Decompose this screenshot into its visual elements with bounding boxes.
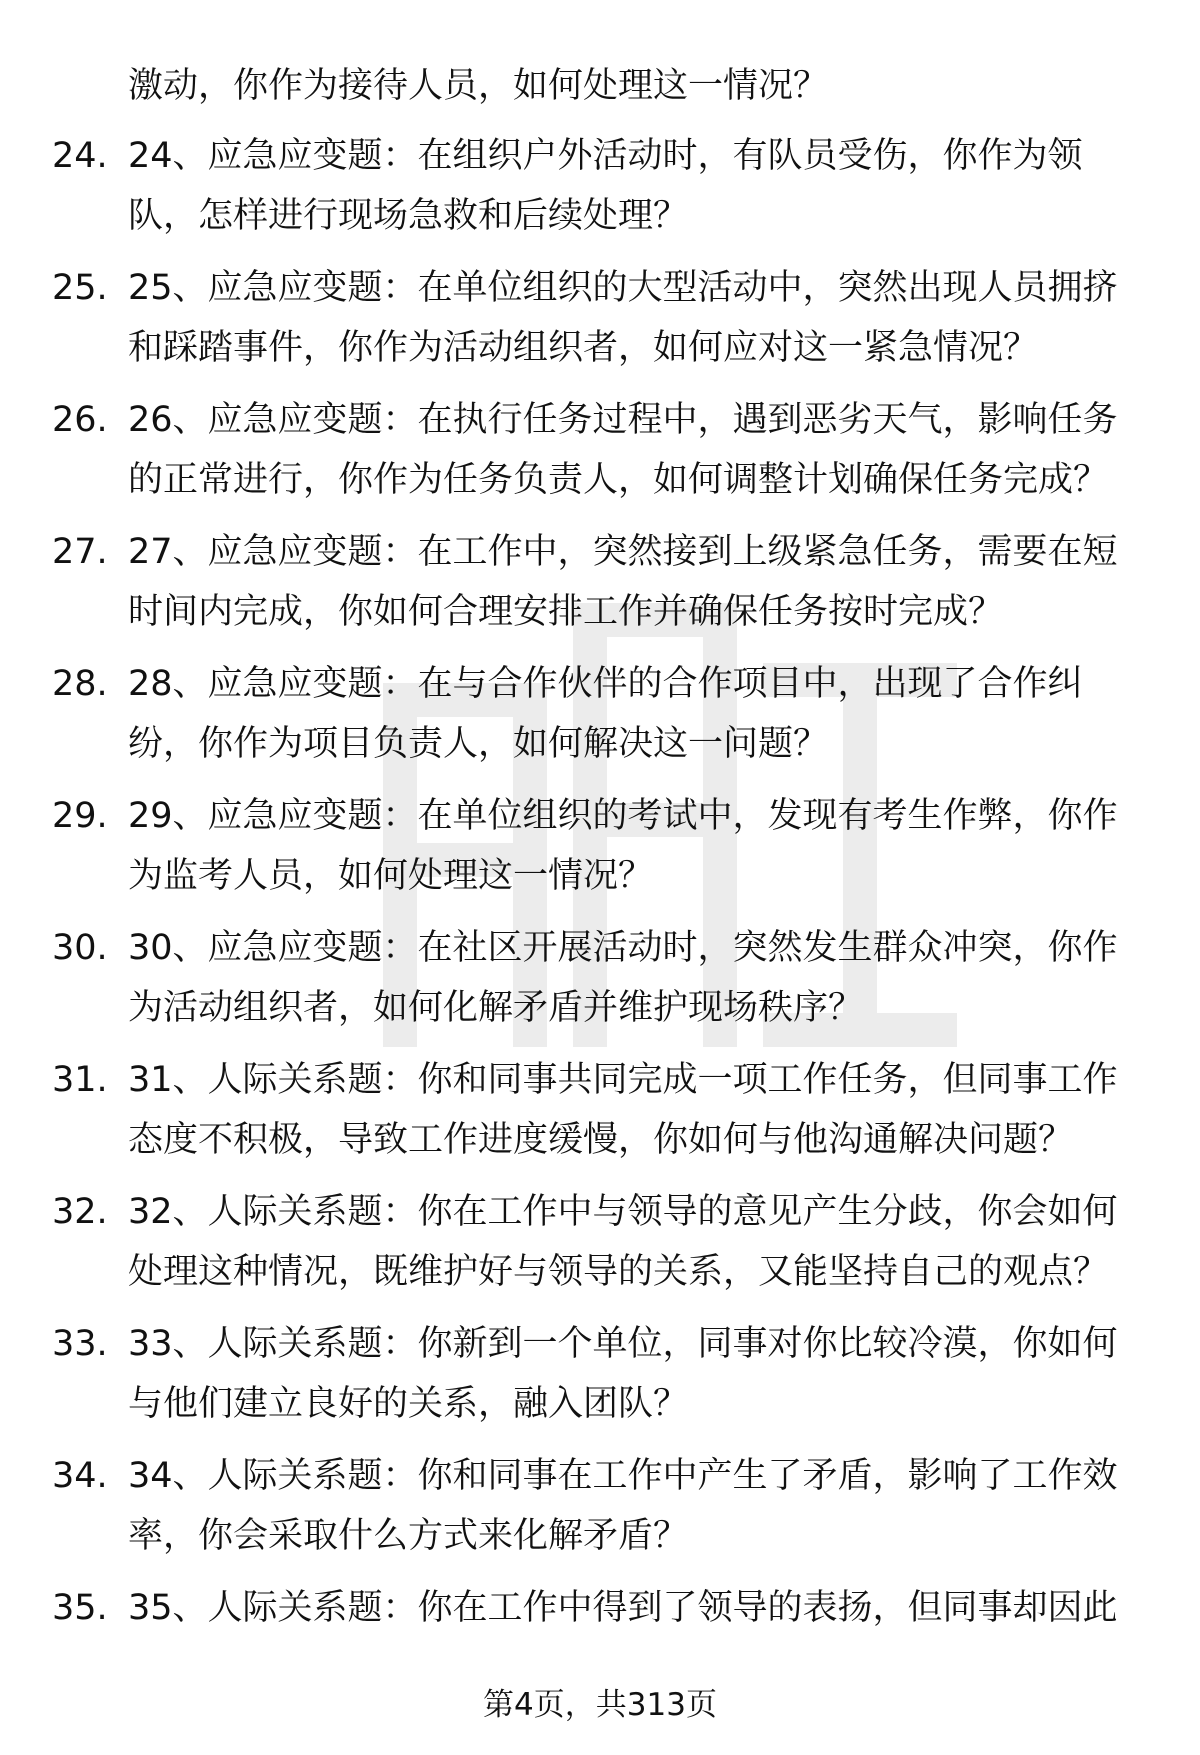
question-number: 25. [52, 268, 108, 308]
question-item [0, 1446, 1200, 1566]
question-text: 28、应急应变题：在与合作伙伴的合作项目中，出现了合作纠纷，你作为项目负责人，如何解决这一问题？ [128, 664, 1083, 764]
question-item [0, 1050, 1200, 1170]
question-text: 26、应急应变题：在执行任务过程中，遇到恶劣天气，影响任务的正常进行，你作为任务负责人，如何调整计划确保任务完成？ [128, 400, 1118, 500]
continued-question [0, 56, 1200, 116]
question-number: 35. [52, 1588, 108, 1628]
question-number: 27. [52, 532, 108, 572]
question-item [0, 522, 1200, 642]
question-text: 33、人际关系题：你新到一个单位，同事对你比较冷漠，你如何与他们建立良好的关系，融入团队？ [128, 1324, 1118, 1424]
question-number: 34. [52, 1456, 108, 1496]
question-list [0, 56, 1200, 1650]
question-text: 29、应急应变题：在单位组织的考试中，发现有考生作弊，你作为监考人员，如何处理这一情况？ [128, 796, 1118, 896]
question-item [0, 258, 1200, 378]
question-item [0, 654, 1200, 774]
question-text: 34、人际关系题：你和同事在工作中产生了矛盾，影响了工作效率，你会采取什么方式来化解矛盾？ [128, 1456, 1118, 1556]
page-footer: 第4页，共313页 [483, 1687, 717, 1723]
question-text: 25、应急应变题：在单位组织的大型活动中，突然出现人员拥挤和踩踏事件，你作为活动组织者，如何应对这一紧急情况？ [128, 268, 1118, 368]
question-number: 32. [52, 1192, 108, 1232]
continued-question-text: 激动，你作为接待人员，如何处理这一情况？ [128, 66, 829, 106]
question-number: 33. [52, 1324, 108, 1364]
question-number: 29. [52, 796, 108, 836]
question-text: 35、人际关系题：你在工作中得到了领导的表扬，但同事却因此 [128, 1588, 1118, 1628]
question-item [0, 786, 1200, 906]
question-item [0, 918, 1200, 1038]
question-text: 24、应急应变题：在组织户外活动时，有队员受伤，你作为领队，怎样进行现场急救和后续处理？ [128, 136, 1083, 236]
question-number: 28. [52, 664, 108, 704]
question-item [0, 1182, 1200, 1302]
question-item [0, 1578, 1200, 1638]
question-number: 30. [52, 928, 108, 968]
question-item [0, 126, 1200, 246]
question-text: 27、应急应变题：在工作中，突然接到上级紧急任务，需要在短时间内完成，你如何合理安排工作并确保任务按时完成？ [128, 532, 1118, 632]
question-item [0, 1314, 1200, 1434]
question-text: 31、人际关系题：你和同事共同完成一项工作任务，但同事工作态度不积极，导致工作进度缓慢，你如何与他沟通解决问题？ [128, 1060, 1118, 1160]
question-item [0, 390, 1200, 510]
question-number: 31. [52, 1060, 108, 1100]
question-text: 30、应急应变题：在社区开展活动时，突然发生群众冲突，你作为活动组织者，如何化解矛盾并维护现场秩序？ [128, 928, 1118, 1028]
question-number: 26. [52, 400, 108, 440]
question-text: 32、人际关系题：你在工作中与领导的意见产生分歧，你会如何处理这种情况，既维护好与领导的关系，又能坚持自己的观点？ [128, 1192, 1118, 1292]
question-number: 24. [52, 136, 108, 176]
